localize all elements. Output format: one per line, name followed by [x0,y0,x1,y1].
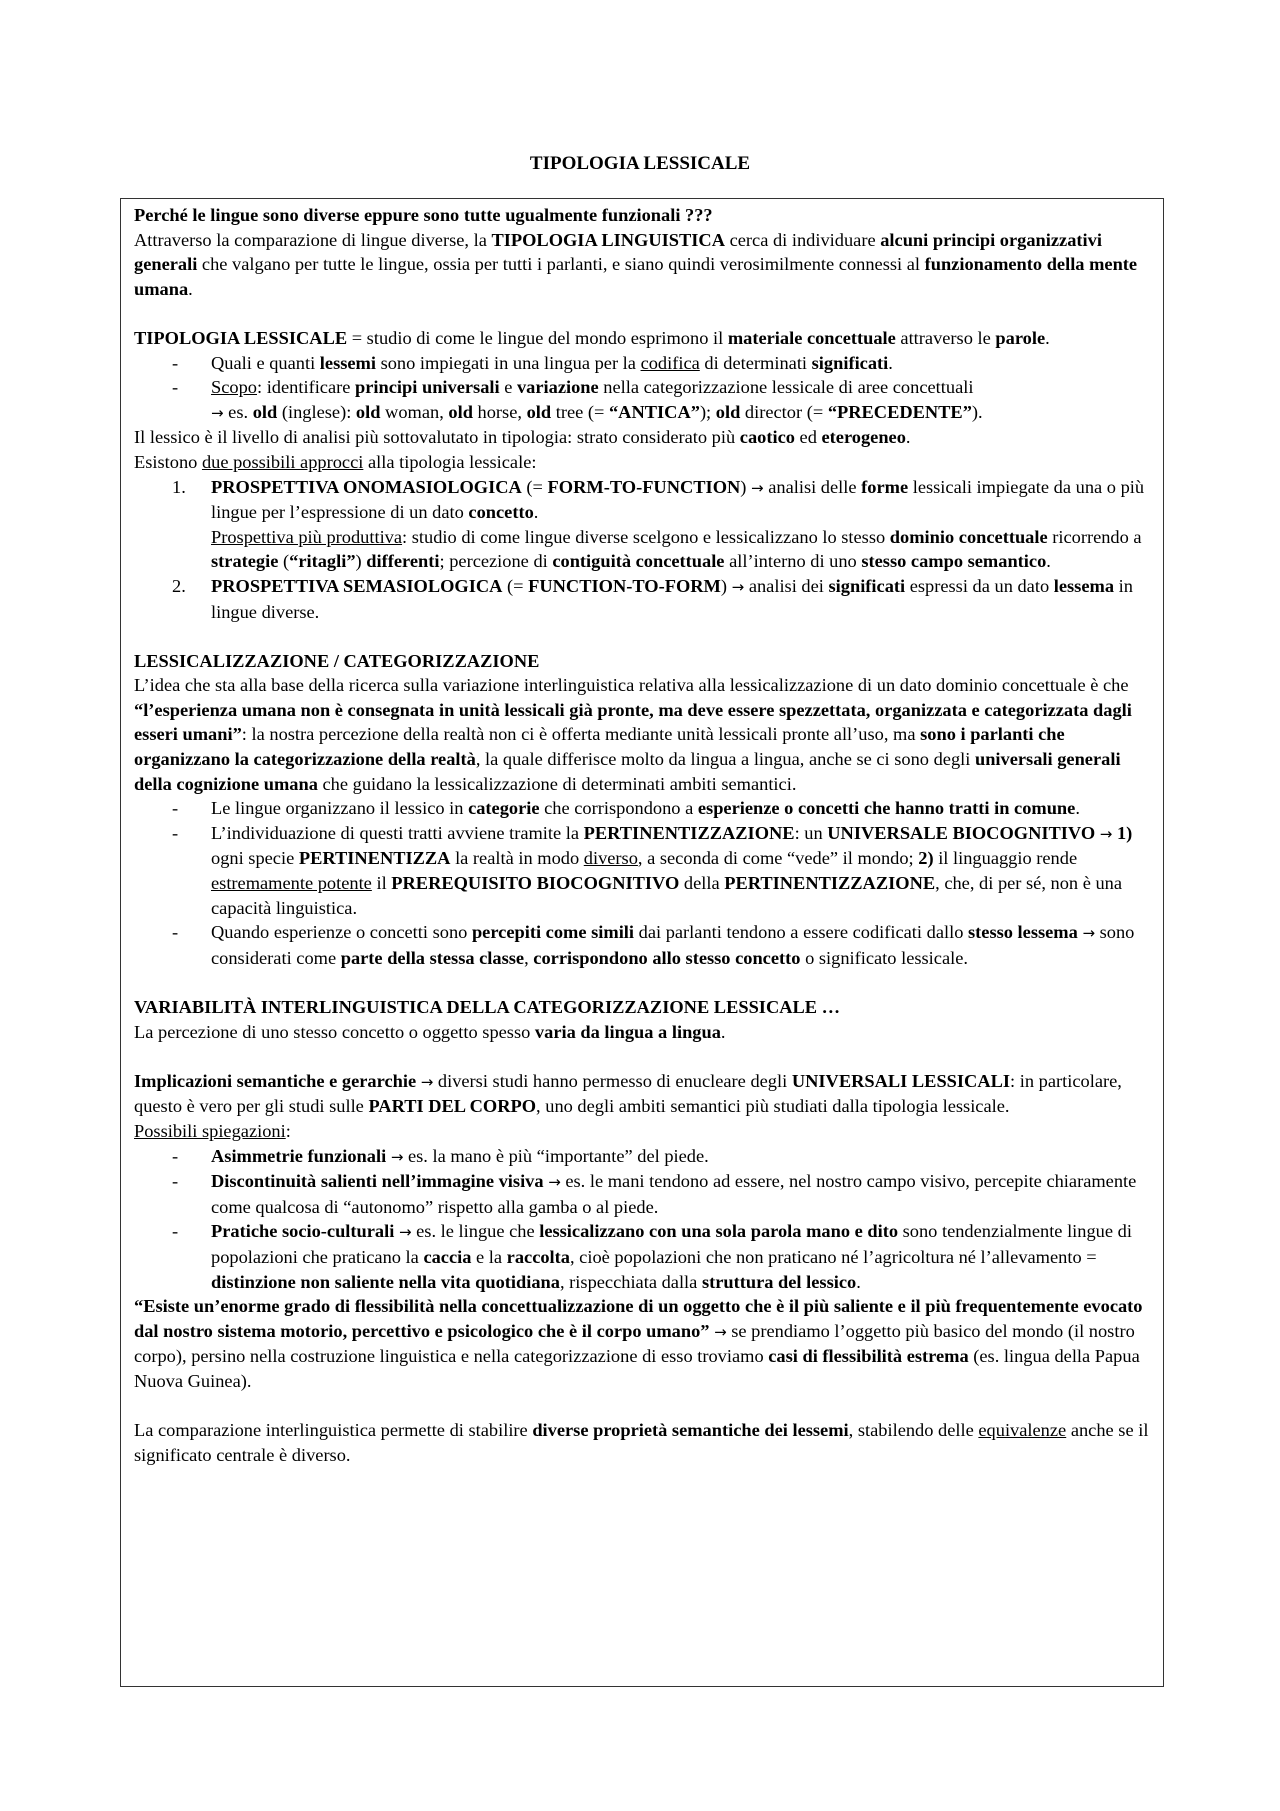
list-item: - Asimmetrie funzionali → es. la mano è più “importante” del piede. [172,1145,709,1166]
list-item: - Le lingue organizzano il lessico in categorie che corrispondono a esperienze o concetti che hanno tratti in comune. [172,798,1080,819]
quote-paragraph: “Esiste un’enorme grado di flessibilità nella concettualizzazione di un oggetto che è il più saliente e il più frequentemente evocato dal nostro sistema motorio, percettivo e psicologico che è il corpo umano” → se prendiamo l’oggetto più basico del mondo (il nostro corpo), persino nella costruzione linguistica e nella categorizzazione di esso troviamo casi di flessibilità estrema (es. lingua della Papua Nuova Guinea). [134,1296,1143,1391]
approaches-paragraph: Esistono due possibili approcci alla tipologia lessicale: [134,451,537,472]
lexicalization-paragraph: L’idea che sta alla base della ricerca sulla variazione interlinguistica relativa alla lessicalizzazione di un dato dominio concettuale è che “l’esperienza umana non è consegnata in unità lessicali già pronte, ma deve essere spezzettata, organizzata e categorizzata dagli esseri umani”: la nostra percezione della realtà non ci è offerta mediante unità lessicali pronte all’uso, ma sono i parlanti che organizzano la categorizzazione della realtà, la quale differisce molto da lingua a lingua, anche se ci sono degli universali generali della cognizione umana che guidano la lessicalizzazione di determinati ambiti semantici. [134,675,1132,794]
section-heading: LESSICALIZZAZIONE / CATEGORIZZAZIONE [134,650,540,671]
variability-paragraph: La percezione di uno stesso concetto o oggetto spesso varia da lingua a lingua. [134,1021,726,1042]
arrow-right-icon: → [751,478,764,497]
arrow-right-icon: → [1099,824,1113,843]
arrow-right-icon: → [714,1322,727,1341]
page-title: TIPOLOGIA LESSICALE [529,153,751,174]
list-item: - Scopo: identificare principi universali e variazione nella categorizzazione lessicale di aree concettuali → es. old (inglese): old woman, old horse, old tree (= “ANTICA”); old director (= “PRECEDENTE”). [172,377,983,422]
definition-paragraph: TIPOLOGIA LESSICALE = studio di come le lingue del mondo esprimono il materiale concettuale attraverso le parole. [134,327,1050,348]
arrow-right-icon: → [1082,924,1096,943]
list-item: - Quali e quanti lessemi sono impiegati in una lingua per la codifica di determinati significati. [172,352,893,373]
arrow-right-icon: → [211,403,224,422]
list-item: - Pratiche socio-culturali → es. le lingue che lessicalizzano con una sola parola mano e dito sono tendenzialmente lingue di popolazioni che praticano la caccia e la raccolta, cioè popolazioni che non praticano né l’agricoltura né l’allevamento = distinzione non saliente nella vita quotidiana, rispecchiata dalla struttura del lessico. [172,1221,1132,1292]
intro-question: Perché le lingue sono diverse eppure sono tutte ugualmente funzionali ??? [134,205,713,225]
arrow-right-icon: → [398,1223,412,1242]
conclusion-paragraph: La comparazione interlinguistica permette di stabilire diverse proprietà semantiche dei lessemi, stabilendo delle equivalenze anche se il significato centrale è diverso. [134,1420,1149,1465]
arrow-right-icon: → [390,1147,404,1166]
numbered-item: 2. PROSPETTIVA SEMASIOLOGICA (= FUNCTION-TO-FORM) → analisi dei significati espressi da un dato lessema in lingue diverse. [172,575,1133,622]
intro-paragraph: Attraverso la comparazione di lingue diverse, la TIPOLOGIA LINGUISTICA cerca di individuare alcuni principi organizzativi generali che valgano per tutte le lingue, ossia per tutti i parlanti, e siano quindi verosimilmente connessi al funzionamento della mente umana. [134,229,1138,299]
lexicon-paragraph: Il lessico è il livello di analisi più sottovalutato in tipologia: strato considerato più caotico ed eterogeneo. [134,427,911,448]
list-item: - Discontinuità salienti nell’immagine visiva → es. le mani tendono ad essere, nel nostro campo visivo, percepite chiaramente come qualcosa di “autonomo” rispetto alla gamba o al piede. [172,1171,1137,1217]
section-heading: VARIABILITÀ INTERLINGUISTICA DELLA CATEGORIZZAZIONE LESSICALE … [134,997,841,1017]
content-box [120,198,1164,1687]
list-item: - L’individuazione di questi tratti avviene tramite la PERTINENTIZZAZIONE: un UNIVERSALE BIOCOGNITIVO → 1) ogni specie PERTINENTIZZA la realtà in modo diverso, a seconda di come “vede” il mondo; 2) il linguaggio rende estremamente potente il PREREQUISITO BIOCOGNITIVO della PERTINENTIZZAZIONE, che, di per sé, non è una capacità linguistica. [172,822,1133,918]
explanations-label: Possibili spiegazioni: [134,1120,291,1141]
arrow-right-icon: → [420,1072,434,1091]
numbered-item: 1. PROSPETTIVA ONOMASIOLOGICA (= FORM-TO-FUNCTION) → analisi delle forme lessicali impiegate da una o più lingue per l’espressione di un dato concetto. Prospettiva più produttiva: studio di come lingue diverse scelgono e lessicalizzano lo stesso dominio concettuale ricorrendo a strategie (“ritagli”) differenti; percezione di contiguità concettuale all’interno di uno stesso campo semantico. [172,476,1145,572]
implications-paragraph: Implicazioni semantiche e gerarchie → diversi studi hanno permesso di enucleare degli UNIVERSALI LESSICALI: in particolare, questo è vero per gli studi sulle PARTI DEL CORPO, uno degli ambiti semantici più studiati dalla tipologia lessicale. [134,1070,1122,1117]
arrow-right-icon: → [731,577,745,596]
list-item: - Quando esperienze o concetti sono percepiti come simili dai parlanti tendono a essere codificati dallo stesso lessema → sono considerati come parte della stessa classe, corrispondono allo stesso concetto o significato lessicale. [172,922,1135,968]
arrow-right-icon: → [548,1173,561,1192]
